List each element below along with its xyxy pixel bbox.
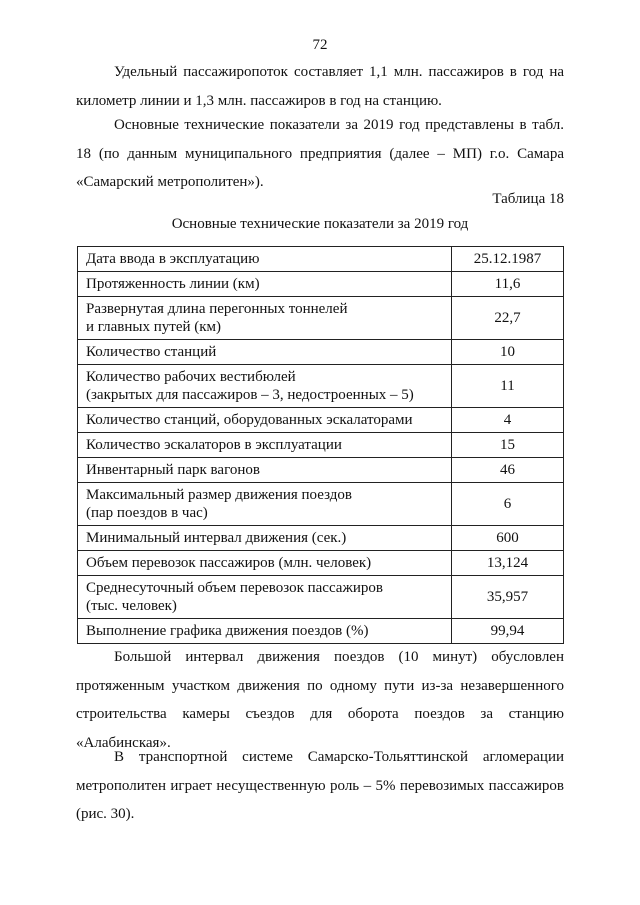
paragraph-text: В транспортной системе Самарско-Тольяттинской агломерации метрополитен играет несущественную роль – 5% перевозимых пассажиров (рис. 30). [76, 749, 564, 822]
value-cell: 4 [452, 408, 564, 433]
table-row [78, 365, 564, 408]
table-caption: Основные технические показатели за 2019 год [171, 216, 469, 232]
param-cell: Дата ввода в эксплуатацию [78, 247, 452, 272]
param-line: Максимальный размер движения поездов [86, 487, 352, 503]
table-row [78, 576, 564, 619]
param-cell: Количество эскалаторов в эксплуатации [78, 433, 452, 458]
param-cell: Минимальный интервал движения (сек.) [78, 526, 452, 551]
paragraph-text: Основные технические показатели за 2019 год представлены в табл. 18 (по данным муниципального предприятия (далее – МП) г.о. Самара «Самарский метрополитен»). [76, 117, 564, 190]
value-cell: 11,6 [452, 272, 564, 297]
table-row [78, 247, 564, 272]
table-row [78, 297, 564, 340]
page-number: 72 [312, 37, 328, 53]
param-cell: Объем перевозок пассажиров (млн. человек) [78, 551, 452, 576]
value-cell: 15 [452, 433, 564, 458]
paragraph-passenger-flow [76, 58, 564, 115]
table-row [78, 551, 564, 576]
param-cell: Выполнение графика движения поездов (%) [78, 619, 452, 644]
paragraph-interval-explanation [76, 643, 564, 757]
paragraph-text: Удельный пассажиропоток составляет 1,1 млн. пассажиров в год на километр линии и 1,3 млн. пассажиров в год на станцию. [76, 64, 564, 109]
value-cell: 22,7 [452, 297, 564, 340]
table-row [78, 433, 564, 458]
param-cell: Количество станций [78, 340, 452, 365]
param-line: и главных путей (км) [86, 319, 222, 335]
value-cell: 600 [452, 526, 564, 551]
value-cell: 35,957 [452, 576, 564, 619]
param-line: Количество рабочих вестибюлей [86, 369, 296, 385]
value-cell: 6 [452, 483, 564, 526]
value-cell: 13,124 [452, 551, 564, 576]
table-row [78, 340, 564, 365]
param-line: Среднесуточный объем перевозок пассажиров [86, 580, 383, 596]
value-cell: 25.12.1987 [452, 247, 564, 272]
param-line: (тыс. человек) [86, 598, 177, 614]
param-cell [78, 297, 452, 340]
param-cell [78, 576, 452, 619]
technical-indicators-table [77, 246, 564, 644]
table-row [78, 272, 564, 297]
paragraph-text: Большой интервал движения поездов (10 минут) обусловлен протяженным участком движения по одному пути из-за незавершенного строительства камеры съездов для оборота поездов за станцию «Алабинская». [76, 649, 564, 751]
table-row [78, 458, 564, 483]
value-cell: 10 [452, 340, 564, 365]
value-cell: 46 [452, 458, 564, 483]
paragraph-table-intro [76, 111, 564, 197]
param-line: Развернутая длина перегонных тоннелей [86, 301, 348, 317]
table-row [78, 619, 564, 644]
param-line: (пар поездов в час) [86, 505, 208, 521]
param-line: (закрытых для пассажиров – 3, недостроенных – 5) [86, 387, 414, 403]
table-row [78, 526, 564, 551]
table-label: Таблица 18 [492, 191, 564, 207]
param-cell: Протяженность линии (км) [78, 272, 452, 297]
param-cell: Инвентарный парк вагонов [78, 458, 452, 483]
paragraph-agglomeration-role [76, 743, 564, 829]
value-cell: 99,94 [452, 619, 564, 644]
table-row [78, 483, 564, 526]
param-cell [78, 365, 452, 408]
value-cell: 11 [452, 365, 564, 408]
param-cell: Количество станций, оборудованных эскалаторами [78, 408, 452, 433]
table-row [78, 408, 564, 433]
param-cell [78, 483, 452, 526]
